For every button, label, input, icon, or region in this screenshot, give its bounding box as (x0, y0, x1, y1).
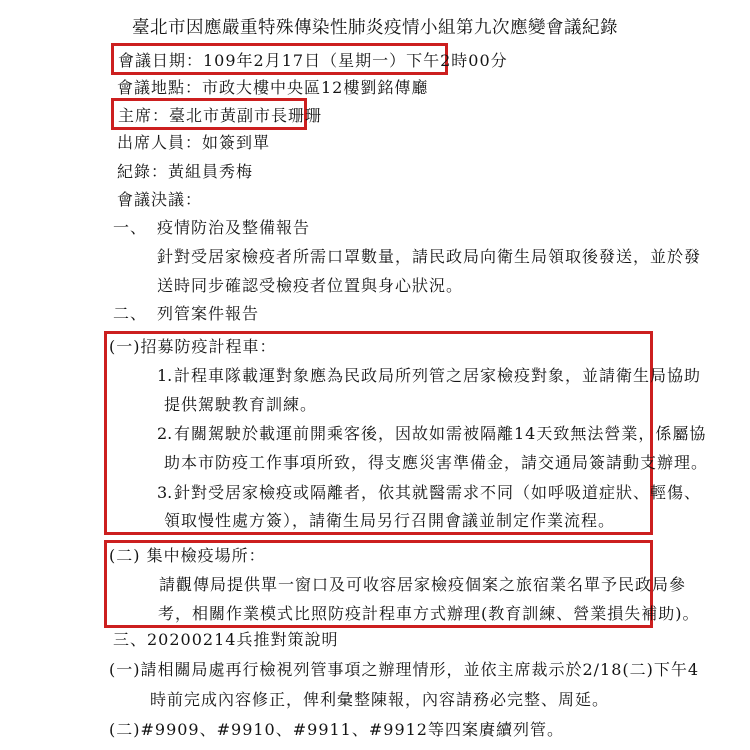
section2-heading: 列管案件報告 (157, 304, 260, 323)
taxi-item1-line1: 1. 計程車隊載運對象應為民政局所列管之居家檢疫對象，並請衛生局協助 (157, 366, 702, 385)
meeting-date: 會議日期：109年2月17日（星期一）下午2時00分 (118, 50, 508, 70)
taxi-item2-number: 2. (157, 424, 173, 443)
highlight-box-chairman (111, 98, 323, 130)
document-title: 臺北市因應嚴重特殊傳染性肺炎疫情小組第九次應變會議紀錄 (132, 18, 618, 38)
taxi-item2-line1: 2. 有關駕駛於載運前開乘客後，因故如需被隔離14天致無法營業，係屬協 (157, 424, 707, 443)
resolutions-label: 會議決議： (117, 190, 203, 209)
section2-number: 二、 (113, 304, 148, 323)
section2-heading-row (113, 303, 259, 325)
section1-heading-row (113, 217, 310, 239)
quarantine-line2: 考，相關作業模式比照防疫計程車方式辦理(教育訓練、營業損失補助)。 (158, 604, 700, 623)
chairman: 主席：臺北市黃副市長珊珊 (118, 105, 323, 125)
meeting-location: 會議地點：市政大樓中央區12樓劉銘傳廳 (117, 78, 429, 97)
section1-number: 一、 (113, 218, 148, 237)
highlight-box-quarantine-section (104, 540, 700, 628)
taxi-item1-line2: 提供駕駛教育訓練。 (164, 395, 318, 414)
section3-item1-line1: (一)請相關局處再行檢視列管事項之辦理情形，並依主席裁示於2/18(二)下午4 (109, 660, 700, 679)
section3-item2-line1: (二)#9909、#9910、#9911、#9912等四案賡續列管。 (109, 720, 564, 739)
highlight-box-meeting-date (111, 43, 508, 75)
section3-heading: 三、20200214兵推對策說明 (113, 630, 339, 649)
taxi-item2-line2: 助本市防疫工作事項所致，得支應災害準備金，請交通局簽請動支辦理。 (164, 453, 709, 472)
taxi-item3-number: 3. (157, 483, 173, 502)
taxi-item1-number: 1. (157, 366, 173, 385)
quarantine-line1: 請觀傳局提供單一窗口及可收容居家檢疫個案之旅宿業名單予民政局參 (159, 575, 687, 594)
section1-heading: 疫情防治及整備報告 (157, 218, 311, 237)
taxi-section-heading: (一)招募防疫計程車： (109, 337, 277, 356)
taxi-item3-line1: 3. 針對受居家檢疫或隔離者，依其就醫需求不同（如呼吸道症狀、輕傷、 (157, 483, 702, 502)
section1-body-line2: 送時同步確認受檢疫者位置與身心狀況。 (157, 276, 464, 295)
section3-item1-line2: 時前完成內容修正，俾利彙整陳報，內容請務必完整、周延。 (150, 690, 610, 709)
attendees: 出席人員：如簽到單 (117, 133, 271, 152)
quarantine-section-heading: (二) 集中檢疫場所： (109, 546, 266, 565)
recorder: 紀錄：黃組員秀梅 (117, 162, 254, 181)
section1-body-line1: 針對受居家檢疫者所需口罩數量，請民政局向衛生局領取後發送，並於發 (157, 247, 702, 266)
highlight-box-taxi-section (104, 331, 709, 535)
taxi-item3-line2: 領取慢性處方簽），請衛生局另行召開會議並制定作業流程。 (164, 511, 616, 530)
